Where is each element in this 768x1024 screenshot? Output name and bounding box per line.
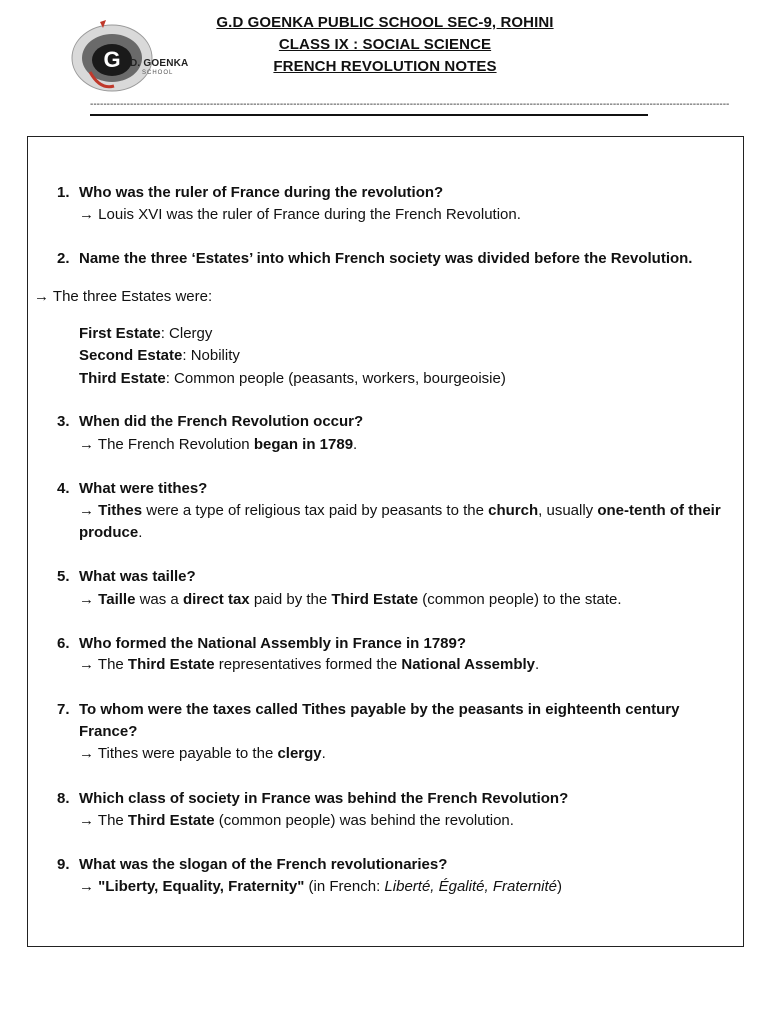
school-name: G.D GOENKA PUBLIC SCHOOL SEC-9, ROHINI bbox=[216, 14, 554, 31]
question-number: 6. bbox=[57, 635, 70, 652]
logo-letter: G bbox=[103, 47, 121, 72]
question-number: 4. bbox=[57, 480, 70, 497]
question-text: To whom were the taxes called Tithes payable by the peasants in eighteenth century France? bbox=[79, 701, 680, 740]
question-number: 1. bbox=[57, 184, 70, 201]
answer: → "Liberty, Equality, Fraternity" (in French: Liberté, Égalité, Fraternité) bbox=[79, 878, 563, 895]
answer: → Louis XVI was the ruler of France during the French Revolution. bbox=[79, 206, 521, 223]
class-title: CLASS IX : SOCIAL SCIENCE bbox=[278, 36, 492, 53]
notes-title: FRENCH REVOLUTION NOTES bbox=[273, 58, 497, 75]
question-text: What was taille? bbox=[79, 568, 196, 585]
question-text: What was the slogan of the French revolutionaries? bbox=[79, 856, 448, 873]
question-number: 7. bbox=[57, 701, 70, 718]
question-text: What were tithes? bbox=[79, 480, 208, 497]
estate-item: First Estate: Clergy bbox=[79, 325, 213, 342]
question-number: 8. bbox=[57, 790, 70, 807]
logo-name: D. GOENKA bbox=[130, 58, 189, 69]
question-text: Name the three ‘Estates’ into which French society was divided before the Revolution. bbox=[79, 250, 693, 267]
logo-sub: SCHOOL bbox=[142, 70, 174, 76]
question-text: Who was the ruler of France during the revolution? bbox=[79, 184, 444, 201]
answer: → Taille was a direct tax paid by the Third Estate (common people) to the state. bbox=[79, 591, 622, 608]
question-number: 2. bbox=[57, 250, 70, 267]
dashed-divider: ------------------------------------------------------------------------------------------------------------------------------------------------------------------------------------------------ bbox=[90, 99, 730, 110]
arrow-icon: → bbox=[34, 288, 49, 305]
answer: → The French Revolution began in 1789. bbox=[79, 436, 358, 453]
question-text: Which class of society in France was behind the French Revolution? bbox=[79, 790, 569, 807]
answer: → The Third Estate representatives formed the National Assembly. bbox=[79, 656, 540, 673]
arrow-icon: → bbox=[79, 206, 94, 223]
question-number: 3. bbox=[57, 413, 70, 430]
question-number: 9. bbox=[57, 856, 70, 873]
answer: → Tithes were payable to the clergy. bbox=[79, 745, 326, 762]
question-text: Who formed the National Assembly in France in 1789? bbox=[79, 635, 467, 652]
answer: → The three Estates were: bbox=[34, 288, 213, 305]
answer: → The Third Estate (common people) was behind the revolution. bbox=[79, 812, 514, 829]
estate-item: Second Estate: Nobility bbox=[79, 347, 240, 364]
solid-divider bbox=[90, 114, 648, 116]
document-header bbox=[180, 12, 590, 78]
answer: → Tithes were a type of religious tax paid by peasants to the church, usually one-tenth of their produce. bbox=[79, 502, 721, 541]
estate-item: Third Estate: Common people (peasants, workers, bourgeoisie) bbox=[79, 370, 506, 387]
question-number: 5. bbox=[57, 568, 70, 585]
question-text: When did the French Revolution occur? bbox=[79, 413, 364, 430]
